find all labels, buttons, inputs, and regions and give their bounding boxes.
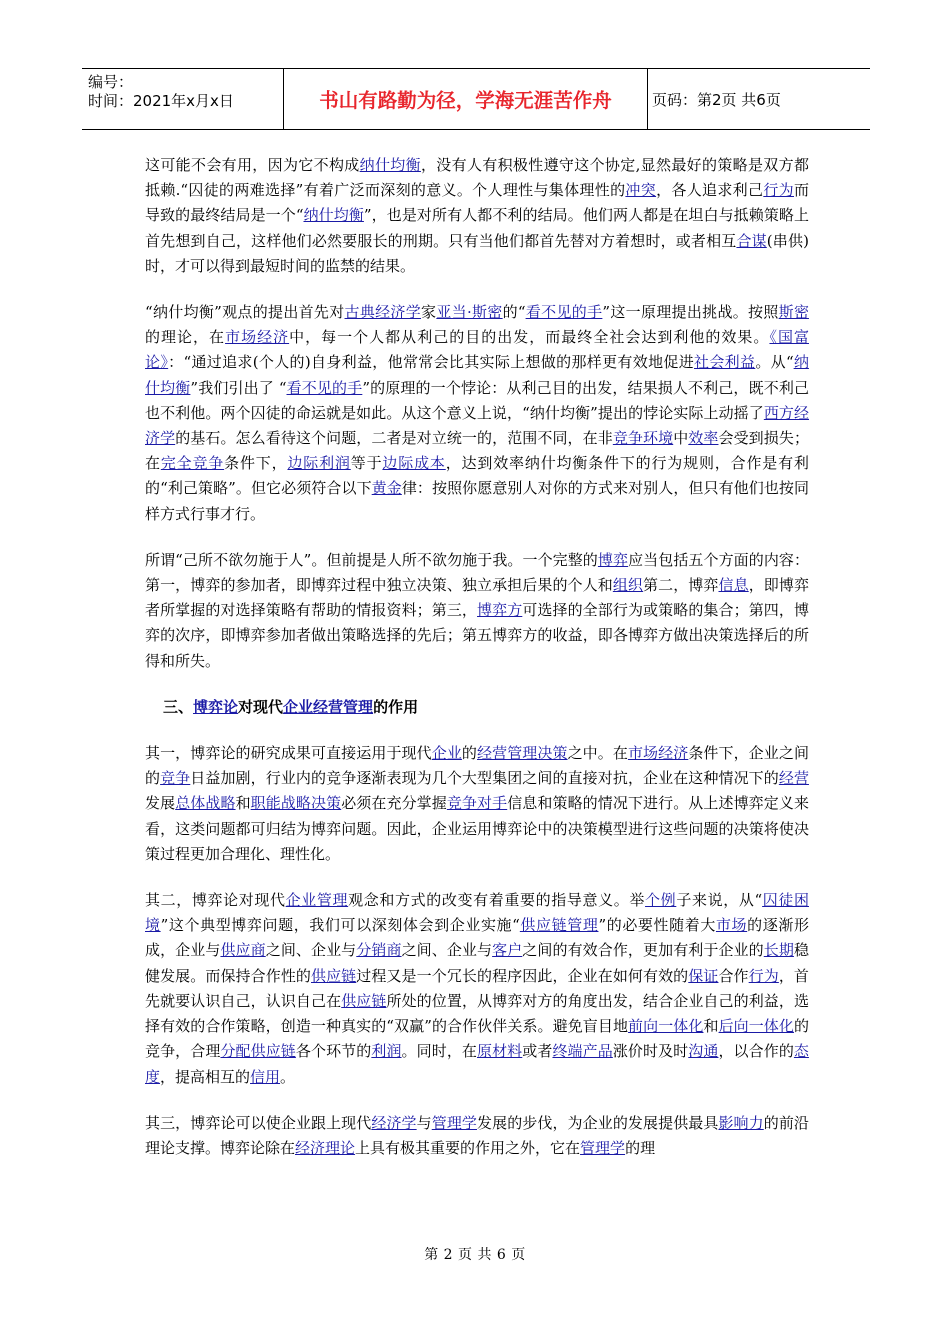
text-run: 。同时，在 xyxy=(401,1042,477,1061)
text-run: 合作 xyxy=(718,966,749,985)
term-link[interactable]: 囚徒困境 xyxy=(145,891,809,935)
term-link[interactable]: 边际利润 xyxy=(287,454,351,473)
term-link[interactable]: 竞争 xyxy=(160,769,191,788)
text-run: 家 xyxy=(421,303,437,322)
text-run: 。从“ xyxy=(755,353,794,372)
term-link[interactable]: 终端产品 xyxy=(552,1042,613,1061)
text-run: 应当包括五个方面的内容：第一，博弈的参加者，即博弈过程中独立决策、独立承担后果的个人和 xyxy=(145,550,809,595)
text-run: 所谓“己所不欲勿施于人”。但前提是人所不欲勿施于我。一个完整的 xyxy=(145,550,598,569)
term-link[interactable]: 行为 xyxy=(763,181,794,200)
text-run: ：“通过追求(个人的)自身利益，他常常会比其实际上想做的那样更有效地促进 xyxy=(168,353,695,372)
text-run: 的基石。怎么看待这个问题，二者是对立统一的，范围不同，在非 xyxy=(175,429,613,448)
term-link[interactable]: 《国富论》 xyxy=(145,328,809,372)
term-link[interactable]: 经济学 xyxy=(371,1113,417,1132)
text-run: 其二，博弈论对现代 xyxy=(145,891,286,910)
text-run: 的逐渐形成，企业与 xyxy=(145,916,809,960)
term-link[interactable]: 客户 xyxy=(492,941,523,960)
term-link[interactable]: 博弈论 xyxy=(193,697,239,716)
text-run: 子来说，从“ xyxy=(676,891,763,910)
body-paragraph xyxy=(145,300,809,527)
term-link[interactable]: 保证 xyxy=(688,966,719,985)
text-run: 三、 xyxy=(163,697,194,716)
text-run: 律：按照你愿意别人对你的方式来对别人，但只有他们也按同样方式行事才行。 xyxy=(145,479,809,523)
section-heading xyxy=(145,695,809,720)
text-run: ，即博弈者所掌握的对选择策略有帮助的情报资料；第三， xyxy=(145,576,809,620)
term-link[interactable]: 效率 xyxy=(688,429,719,448)
text-run: ，提高相互的 xyxy=(160,1067,251,1086)
term-link[interactable]: 供应链管理 xyxy=(519,916,599,935)
text-run: 。 xyxy=(280,1067,296,1086)
text-run: 或者 xyxy=(522,1042,553,1061)
term-link[interactable]: 纳什均衡 xyxy=(145,353,809,397)
term-link[interactable]: 原材料 xyxy=(477,1042,523,1061)
term-link[interactable]: 边际成本 xyxy=(382,454,446,473)
header-meta-cell xyxy=(82,69,284,129)
text-run: ”这个典型博弈问题，我们可以深刻体会到企业实施“ xyxy=(160,916,520,935)
term-link[interactable]: 职能战略决策 xyxy=(250,794,342,813)
text-run: 会受到损失；在 xyxy=(145,429,809,473)
term-link[interactable]: 企业 xyxy=(431,744,462,763)
text-run: 之间的有效合作，更加有利于企业的 xyxy=(522,941,764,960)
term-link[interactable]: 冲突 xyxy=(625,181,657,200)
term-link[interactable]: 行为 xyxy=(748,966,779,985)
text-run: ，以合作的 xyxy=(718,1042,794,1061)
term-link[interactable]: 社会利益 xyxy=(694,353,756,372)
term-link[interactable]: 斯密 xyxy=(778,303,809,322)
term-link[interactable]: 信用 xyxy=(250,1067,281,1086)
term-link[interactable]: 完全竞争 xyxy=(160,454,225,473)
term-link[interactable]: 分配供应链 xyxy=(220,1042,296,1061)
text-run: 等于 xyxy=(350,454,383,473)
term-link[interactable]: 企业管理 xyxy=(285,891,349,910)
document-body xyxy=(145,153,809,1161)
term-link[interactable]: 竞争环境 xyxy=(612,429,674,448)
text-run: 涨价时及时 xyxy=(612,1042,689,1061)
term-link[interactable]: 经济理论 xyxy=(295,1138,356,1157)
term-link[interactable]: 后向一体化 xyxy=(718,1017,794,1036)
term-link[interactable]: 市场经济 xyxy=(627,744,689,763)
text-run: 这可能不会有用，因为它不构成 xyxy=(145,156,360,174)
term-link[interactable]: 组织 xyxy=(612,576,644,595)
text-run: 之间、企业与 xyxy=(265,941,357,960)
text-run: 和 xyxy=(235,794,251,813)
text-run: 和 xyxy=(703,1017,719,1036)
term-link[interactable]: 影响力 xyxy=(718,1113,764,1132)
document-number-label: 编号： xyxy=(88,73,134,91)
text-run: 的理论，在 xyxy=(145,328,226,347)
text-run: 发展 xyxy=(145,794,176,813)
body-paragraph xyxy=(145,888,809,1090)
term-link[interactable]: 长期 xyxy=(763,941,794,960)
text-run: ，没有人有积极性遵守这个协定,显然最好的策略是双方都抵赖.“囚徒的两难选择”有着广泛而深刻的意义。个人理性与集体理性的 xyxy=(145,156,809,200)
text-run: 各个环节的 xyxy=(295,1042,372,1061)
page-footer: 第 2 页 共 6 页 xyxy=(424,1247,526,1263)
term-link[interactable]: 博弈方 xyxy=(477,601,523,620)
text-run: 稳健发展。而保持合作性的 xyxy=(145,941,809,985)
term-link[interactable]: 供应链 xyxy=(311,966,357,985)
text-run: “纳什均衡”观点的提出首先对 xyxy=(145,303,345,322)
text-run: 其三，博弈论可以使企业跟上现代 xyxy=(145,1113,372,1132)
text-run: 可选择的全部行为或策略的集合；第四，博弈的次序，即博弈参加者做出策略选择的先后；第五博弈方的收益，即各博弈方做出决策选择后的所得和所失。 xyxy=(145,601,809,670)
text-run: 条件下，企业之间的 xyxy=(145,744,809,788)
term-link[interactable]: 总体战略 xyxy=(175,794,236,813)
document-date: 时间：2021年x月x日 xyxy=(88,92,234,110)
page-header xyxy=(82,68,870,130)
text-run: 的“ xyxy=(502,303,526,322)
term-link[interactable]: 管理学 xyxy=(580,1138,626,1157)
text-run: 之间、企业与 xyxy=(401,941,493,960)
header-motto: 书山有路勤为径，学海无涯苦作舟 xyxy=(284,69,648,129)
term-link[interactable]: 西方经济学 xyxy=(145,403,809,448)
text-run: 过程又是一个冗长的程序因此，企业在如何有效的 xyxy=(356,966,689,985)
body-paragraph xyxy=(145,153,809,279)
term-link[interactable]: 亚当·斯密 xyxy=(436,303,503,322)
term-link[interactable]: 态度 xyxy=(145,1042,809,1086)
text-run: 之中。在 xyxy=(567,744,628,763)
term-link[interactable]: 黄金 xyxy=(371,479,402,498)
term-link[interactable]: 市场 xyxy=(715,916,748,935)
text-run: ，首先就要认识自己，认识自己在 xyxy=(145,966,809,1010)
text-run: ”这一原理提出挑战。按照 xyxy=(602,303,779,322)
term-link[interactable]: 企业经营管理 xyxy=(283,697,374,716)
text-run: 条件下， xyxy=(224,454,288,473)
text-run: ”的必要性随着大 xyxy=(598,916,716,935)
term-link[interactable]: 博弈 xyxy=(597,550,629,569)
text-run: ，各人追求利己 xyxy=(656,181,764,200)
body-paragraph xyxy=(145,741,809,867)
text-run: 的理 xyxy=(625,1138,656,1157)
text-run: ，达到效率纳什均衡条件下的行为规则，合作是有利的“利己策略”。但它必须符合以下 xyxy=(145,454,809,498)
term-link[interactable]: 供应链 xyxy=(341,991,387,1010)
term-link[interactable]: 个例 xyxy=(645,891,677,910)
term-link[interactable]: 管理学 xyxy=(431,1113,478,1132)
text-run: 的 xyxy=(461,744,478,763)
text-run: 的竞争，合理 xyxy=(145,1017,809,1061)
term-link[interactable]: 合谋 xyxy=(736,231,767,250)
text-run: 其一，博弈论的研究成果可直接运用于现代 xyxy=(145,744,432,763)
term-link[interactable]: 供应商 xyxy=(220,941,266,960)
term-link[interactable]: 纳什均衡 xyxy=(359,156,421,174)
text-run: 中，每一个人都从利己的目的出发，而最终全社会达到利他的效果。 xyxy=(289,328,770,347)
text-run: ”，也是对所有人都不利的结局。他们两人都是在坦白与抵赖策略上首先想到自己，这样他们必然要服长的刑期。只有当他们都首先替对方着想时，或者相互 xyxy=(145,206,809,250)
term-link[interactable]: 看不见的手 xyxy=(525,303,603,322)
text-run: 必须在充分掌握 xyxy=(341,794,447,813)
text-run: 中 xyxy=(673,429,689,448)
term-link[interactable]: 经营 xyxy=(778,769,809,788)
text-run: 对现代 xyxy=(238,697,284,716)
text-run: 信息和策略的情况下进行。从上述博弈定义来看，这类问题都可归结为博弈问题。因此，企业运用博弈论中的决策模型进行这些问题的决策将使决策过程更加合理化、理性化。 xyxy=(145,794,809,863)
text-run: 上具有极其重要的作用之外，它在 xyxy=(355,1138,581,1157)
text-run: 发展的步伐，为企业的发展提供最具 xyxy=(477,1113,719,1132)
text-run: 日益加剧，行业内的竞争逐渐表现为几个大型集团之间的直接对抗，企业在这种情况下的 xyxy=(190,769,779,788)
term-link[interactable]: 纳什均衡 xyxy=(303,206,364,225)
text-run: (串供)时，才可以得到最短时间的监禁的结果。 xyxy=(145,231,809,275)
term-link[interactable]: 经营管理决策 xyxy=(477,744,568,763)
text-run: 而导致的最终结局是一个“ xyxy=(145,181,809,225)
text-run: ”的原理的一个悖论：从利己目的出发，结果损人不利己，既不利己也不利他。两个囚徒的命运就是如此。从这个意义上说，“纳什均衡”提出的悖论实际上动摇了 xyxy=(145,378,809,422)
text-run: 的前沿理论支撑。博弈论除在 xyxy=(145,1113,809,1157)
term-link[interactable]: 利润 xyxy=(371,1042,402,1061)
term-link[interactable]: 信息 xyxy=(718,576,749,595)
text-run: 的作用 xyxy=(373,697,419,716)
text-run: ”我们引出了 “ xyxy=(190,378,287,397)
body-paragraph xyxy=(145,548,809,674)
text-run: 所处的位置，从博弈对方的角度出发，结合企业自己的利益，选择有效的合作策略，创造一种真实的“双赢”的合作伙伴关系。避免盲目地 xyxy=(145,991,809,1036)
term-link[interactable]: 沟通 xyxy=(688,1042,719,1061)
term-link[interactable]: 分销商 xyxy=(356,941,402,960)
term-link[interactable]: 古典经济学 xyxy=(344,303,422,322)
term-link[interactable]: 看不见的手 xyxy=(286,378,363,397)
header-page-info: 页码：第2页 共6页 xyxy=(652,90,781,109)
term-link[interactable]: 市场经济 xyxy=(225,328,290,347)
body-paragraph xyxy=(145,1111,809,1161)
text-run: 第二，博弈 xyxy=(643,576,719,595)
text-run: 与 xyxy=(416,1113,432,1132)
text-run: 观念和方式的改变有着重要的指导意义。举 xyxy=(348,891,646,910)
term-link[interactable]: 竞争对手 xyxy=(446,794,508,813)
term-link[interactable]: 前向一体化 xyxy=(628,1017,704,1036)
